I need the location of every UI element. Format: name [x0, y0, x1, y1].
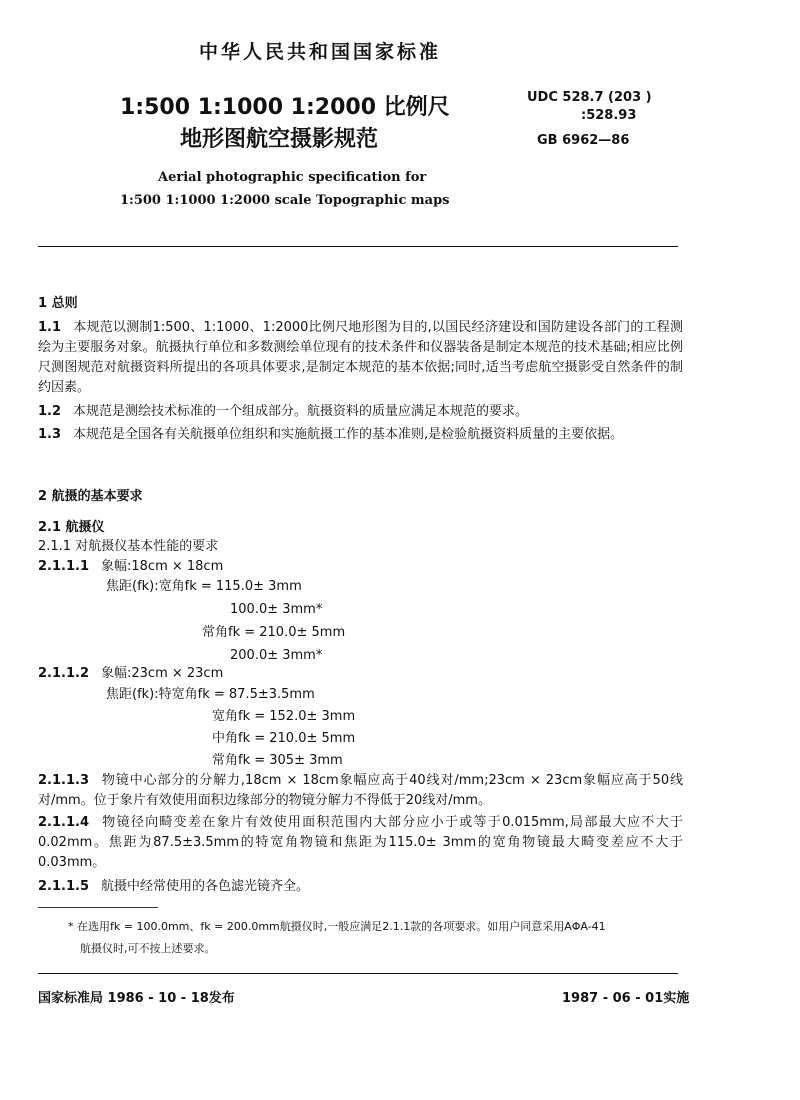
- paragraph-text: 本规范以测制1:500、1:1000、1:2000比例尺地形图为目的,以国民经济建设和国防建设各部门的工程测绘为主要服务对象。航摄执行单位和多数测绘单位现有的技术条件和仪器装备是制定本规范的技术基础;相应比例尺测图规范对航摄资料所提出的各项具体要求,是制定本规范的基本依据;同时,适当考虑航空摄影受自然条件的制约因素。: [38, 320, 683, 395]
- paragraph-1-3: [38, 425, 683, 445]
- footnote-divider: [38, 907, 158, 908]
- english-title-line-1: Aerial photographic specification for: [158, 170, 427, 185]
- clause-text: 物镜径向畸变差在象片有效使用面积范围内大部分应小于或等于0.015mm,局部最大应不大于0.02mm。焦距为87.5±3.5mm的特宽角物镜和焦距为115.0± 3mm的宽角物镜最大畸变差应不大于0.03mm。: [38, 815, 683, 870]
- section-2-heading: 2 航摄的基本要求: [38, 489, 143, 504]
- clause-number: 2.1.1.2: [38, 666, 89, 681]
- clause-number: 2.1.1.5: [38, 879, 89, 894]
- focal-length-wide: 焦距(fk):宽角fk = 115.0± 3mm: [106, 579, 302, 594]
- paragraph-1-1: [38, 318, 683, 398]
- paragraph-number: 1.3: [38, 427, 62, 442]
- clause-2-1-1: 2.1.1 对航摄仪基本性能的要求: [38, 539, 219, 554]
- clause-text: 物镜中心部分的分解力,18cm × 18cm象幅应高于40线对/mm;23cm × 23cm象幅应高于50线对/mm。位于象片有效使用面积边缘部分的物镜分解力不得低于20线对/mm。: [38, 773, 683, 808]
- focal-length-wide-alt: 100.0± 3mm*: [230, 602, 323, 617]
- focal-length-super-wide: 焦距(fk):特宽角fk = 87.5±3.5mm: [106, 687, 315, 702]
- section-1-heading: 1 总则: [38, 296, 78, 311]
- footnote-line-1: * 在选用fk = 100.0mm、fk = 200.0mm航摄仪时,一般应满足2.1.1款的各项要求。如用户同意采用AΦA-41: [68, 920, 606, 933]
- title-line-1: 1:500 1:1000 1:2000 比例尺: [120, 95, 450, 120]
- effective-date: 1987 - 06 - 01实施: [562, 991, 690, 1006]
- clause-2-1-1-2: [38, 663, 223, 684]
- focal-length-medium: 中角fk = 210.0± 5mm: [212, 731, 356, 746]
- paragraph-number: 1.2: [38, 404, 62, 419]
- clause-2-1-1-3: [38, 771, 683, 811]
- focal-length-normal: 常角fk = 210.0± 5mm: [202, 625, 346, 640]
- clause-2-1-1-1: [38, 556, 223, 577]
- publisher-heading: 中华人民共和国国家标准: [198, 41, 441, 63]
- frame-size: 象幅:18cm × 18cm: [101, 559, 224, 574]
- udc-code-cont: :528.93: [581, 108, 637, 123]
- focal-length-normal-alt: 200.0± 3mm*: [230, 648, 323, 663]
- paragraph-text: 本规范是测绘技术标准的一个组成部分。航摄资料的质量应满足本规范的要求。: [73, 404, 529, 419]
- paragraph-text: 本规范是全国各有关航摄单位组织和实施航摄工作的基本准则,是检验航摄资料质量的主要依据。: [73, 427, 624, 442]
- standard-number: GB 6962—86: [537, 133, 630, 148]
- clause-number: 2.1.1.1: [38, 559, 89, 574]
- paragraph-number: 1.1: [38, 320, 62, 335]
- footnote-line-2: 航摄仪时,可不按上述要求。: [80, 942, 216, 955]
- udc-code: UDC 528.7 (203 ): [527, 90, 652, 105]
- focal-length-normal: 常角fk = 305± 3mm: [212, 753, 343, 768]
- focal-length-wide: 宽角fk = 152.0± 3mm: [212, 709, 356, 724]
- section-2-1-heading: 2.1 航摄仪: [38, 520, 105, 535]
- header-divider: [38, 246, 678, 247]
- footer-divider: [38, 973, 678, 974]
- paragraph-1-2: [38, 402, 683, 422]
- title-line-2: 地形图航空摄影规范: [180, 127, 379, 152]
- frame-size: 象幅:23cm × 23cm: [101, 666, 224, 681]
- clause-number: 2.1.1.4: [38, 815, 89, 830]
- clause-2-1-1-4: [38, 813, 683, 873]
- english-title-line-2: 1:500 1:1000 1:2000 scale Topographic maps: [120, 193, 450, 208]
- clause-text: 航摄中经常使用的各色滤光镜齐全。: [101, 879, 310, 894]
- clause-number: 2.1.1.3: [38, 773, 89, 788]
- clause-2-1-1-5: [38, 876, 309, 897]
- issue-date: 国家标准局 1986 - 10 - 18发布: [38, 991, 235, 1006]
